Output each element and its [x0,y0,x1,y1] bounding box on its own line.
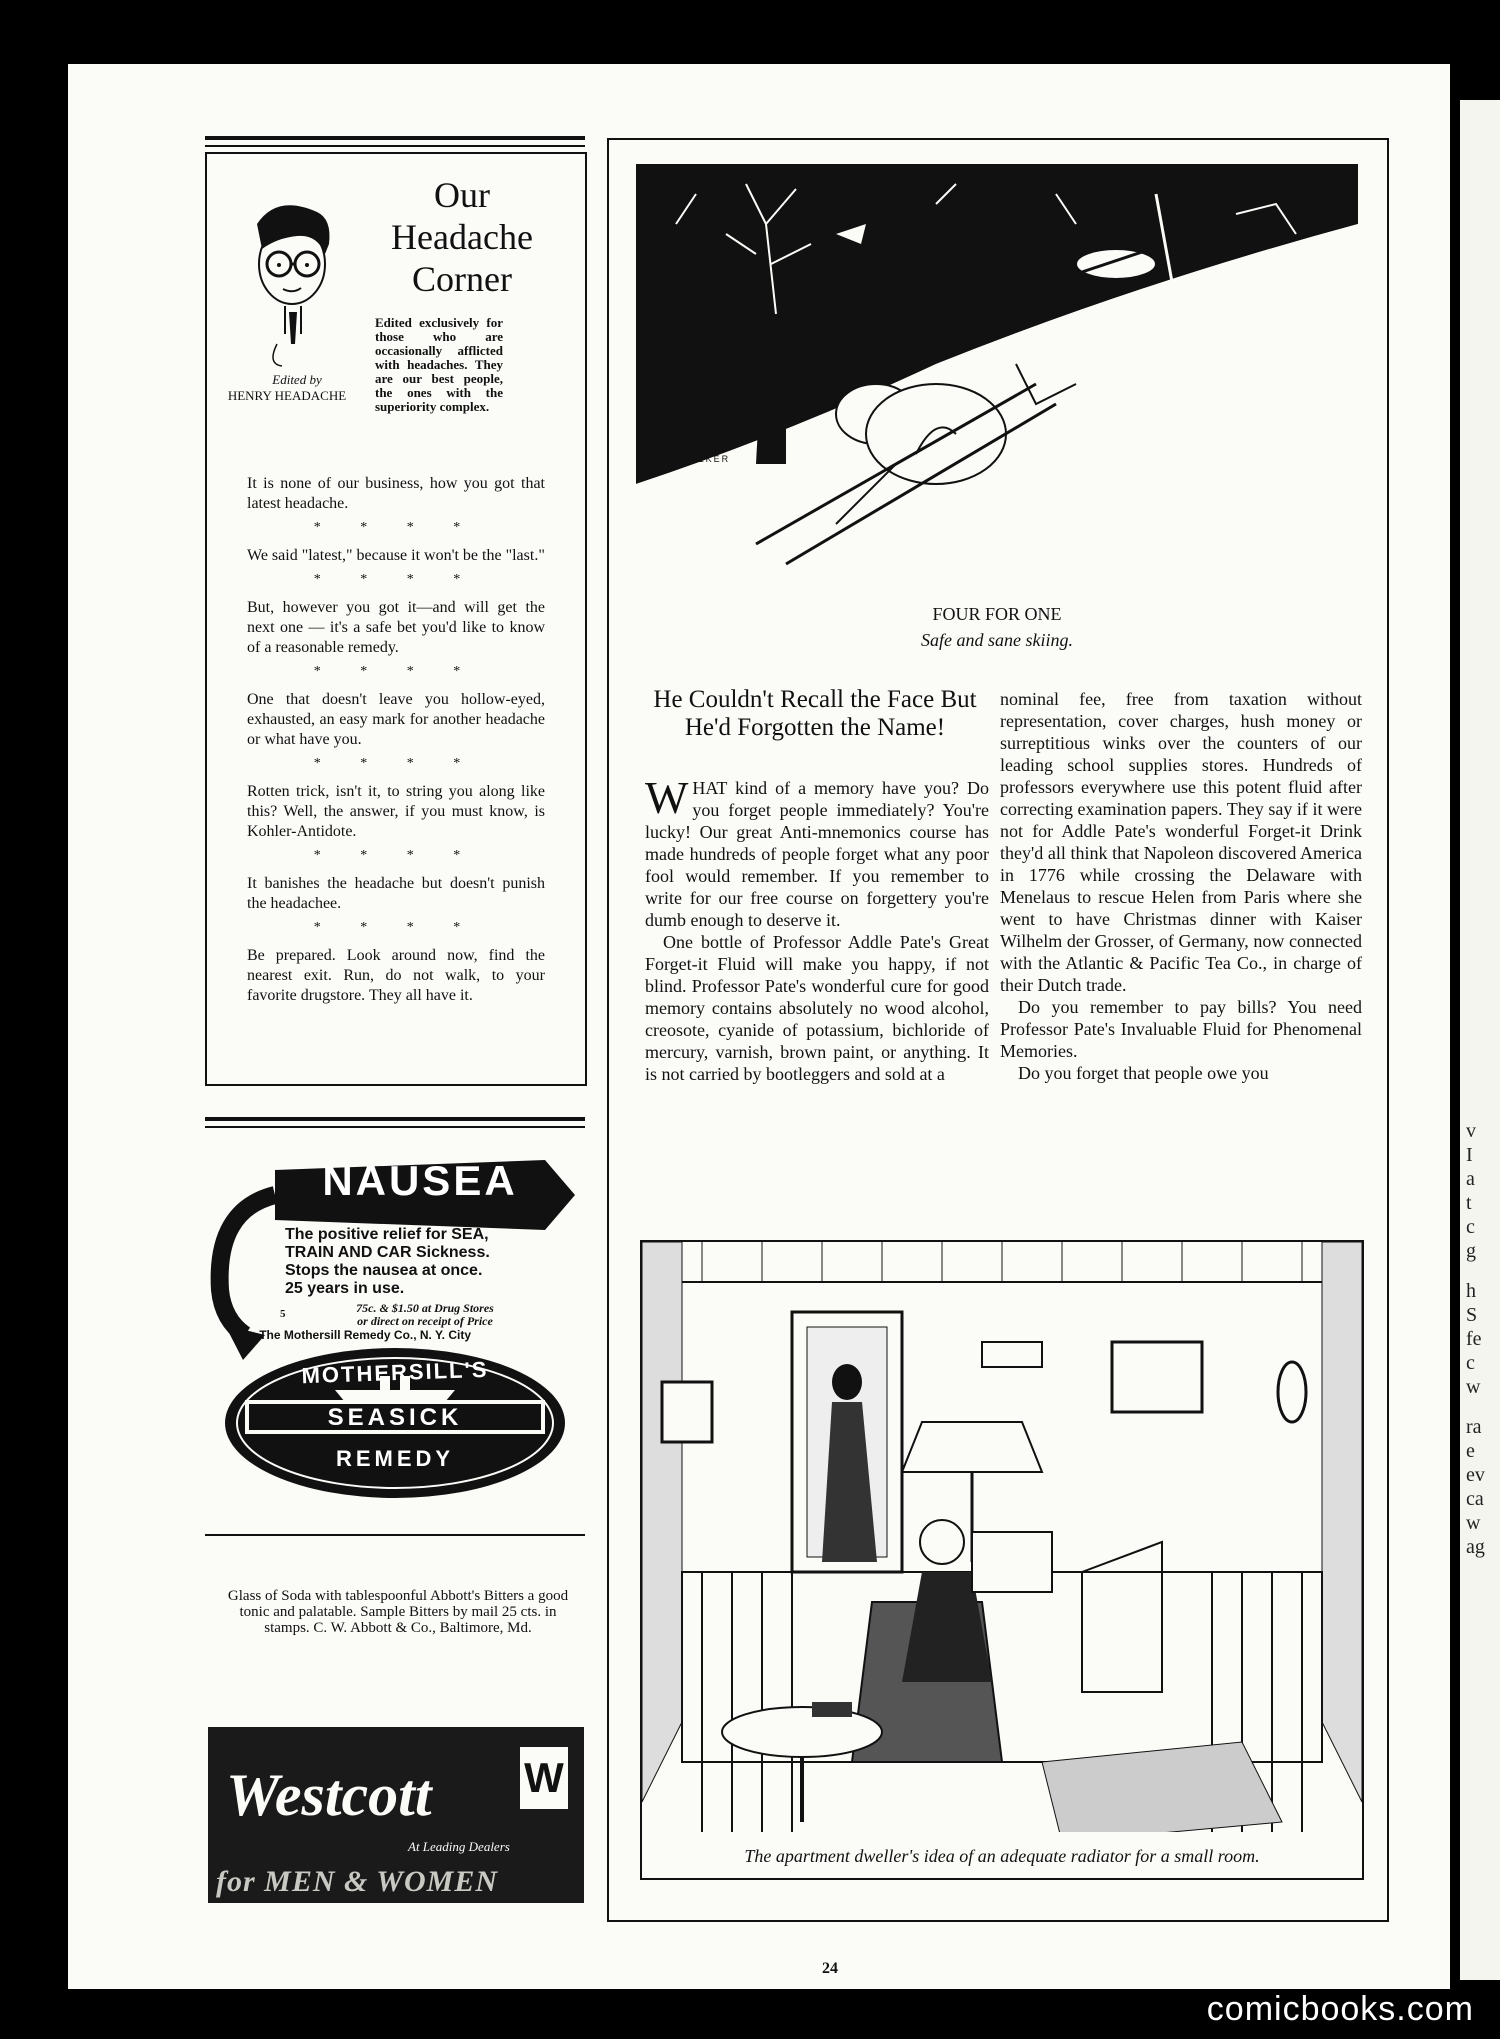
facing-page-edge [1460,100,1500,1980]
westcott-tagline: for MEN & WOMEN [216,1865,498,1898]
nausea-copy [285,1226,575,1298]
title-line-3: Corner [412,259,512,299]
facing-fragment: v [1466,1120,1476,1142]
nausea-price [305,1302,545,1328]
star-separator: * * * * [313,848,479,863]
facing-fragment: ev [1466,1464,1485,1486]
skiing-cartoon-drawing [636,164,1358,600]
radiator-cartoon-drawing [642,1242,1362,1878]
article-paragraph: Do you forget that people owe you [1018,1063,1269,1083]
nausea-banner: NAUSEA [322,1157,518,1204]
facing-fragment: ra [1466,1416,1482,1438]
article-paragraph: Do you remember to pay bills? You need Professor Pate's Invaluable Fluid for Phenomenal Memories. [1000,997,1362,1061]
corner-title [377,174,547,300]
facing-fragment: fe [1466,1328,1482,1350]
corner-paragraph: It banishes the headache but doesn't punish the headachee. [247,875,545,912]
facing-fragment: a [1466,1168,1475,1190]
editor-name: HENRY HEADACHE [227,388,347,403]
article-paragraph: One bottle of Professor Addle Pate's Great Forget-it Fluid will make you happy, if not blind. Professor Pate's wonderful cure for good memory contains absolutely no wood alcohol, creosote, cyanide of potassium, bichloride of mercury, varnish, brown paint, or anything. It is not carried by bootleggers and sold at a [645,932,989,1084]
article-column-2 [1000,688,1362,1084]
cartoon-top-caption-title: FOUR FOR ONE [932,604,1062,624]
corner-intro: Edited exclusively for those who are occasionally afflicted with headaches. They are our best people, the ones with the superiority complex. [375,315,503,414]
corner-paragraph: One that doesn't leave you hollow-eyed, exhausted, an easy mark for another headache or what have you. [247,691,545,748]
nausea-line: The positive relief for SEA, [285,1226,489,1243]
nausea-line: TRAIN AND CAR Sickness. [285,1244,490,1261]
radiator-caption: The apartment dweller's idea of an adequate radiator for a small room. [744,1846,1260,1866]
facing-fragment: c [1466,1352,1475,1374]
nausea-ad [205,1140,585,1500]
nausea-line: Stops the nausea at once. [285,1262,483,1279]
facing-fragment: w [1466,1376,1481,1398]
facing-fragment: ag [1466,1536,1485,1558]
facing-fragment: t [1466,1192,1472,1214]
cartoon-top-caption-sub: Safe and sane skiing. [921,630,1073,650]
star-separator: * * * * [313,572,479,587]
ad-divider [205,1534,585,1536]
facing-fragment: S [1466,1304,1478,1326]
abbott-ad-text: Glass of Soda with tablespoonful Abbott's Bitters a good tonic and palatable. Sample Bitters by mail 25 cts. in stamps. C. W. Abbott & Co., Baltimore, Md. [227,1588,569,1636]
facing-fragment: I [1466,1144,1473,1166]
article-dropcap: W [645,772,689,823]
facing-fragment: g [1466,1240,1476,1262]
corner-paragraph: But, however you got it—and will get the next one — it's a safe bet you'd like to know of a reasonable remedy. [247,599,545,656]
article-headline: He Couldn't Recall the Face But He'd Forgotten the Name! [653,686,977,741]
mothersill-logo-mid: SEASICK [327,1404,463,1431]
westcott-dealers: At Leading Dealers [408,1839,510,1854]
star-separator: * * * * [313,756,479,771]
article-paragraph: nominal fee, free from taxation without representation, cover charges, hush money or surreptitious winks over the counters of our leading school supplies stores. Hundreds of professors everywhere use this potent fluid after correcting examination papers. They say if it were not for Addle Pate's wonderful Forget-it Drink they'd all think that Napoleon discovered America in 1776 while crossing the Delaware with Menelaus to rescue Helen from Paris where she went to have Christmas dinner with Kaiser Wilhelm der Grosser, of Germany, now connected with the Atlantic & Pacific Tea Co., in charge of their Dutch trade. [1000,689,1362,995]
facing-fragment: h [1466,1280,1476,1302]
mothersill-logo-top: MOTHERSILL'S [301,1356,489,1389]
cartoonist-signature: R.O.WALKER [654,454,731,464]
facing-fragment: ca [1466,1488,1484,1510]
star-separator: * * * * [313,664,479,679]
westcott-ad [208,1727,584,1903]
title-line-1: Our [434,175,490,215]
top-rule-thin [205,145,585,147]
nausea-line: 25 years in use. [285,1280,405,1297]
section-rule-thin [205,1126,585,1128]
corner-paragraph: We said "latest," because it won't be the "last." [247,547,545,564]
corner-paragraph: Rotten trick, isn't it, to string you along like this? Well, the answer, if you must know, is Kohler-Antidote. [247,783,545,840]
skiing-cartoon [636,164,1358,600]
facing-fragment: e [1466,1440,1475,1462]
westcott-brand: Westcott [226,1762,432,1828]
star-separator: * * * * [313,920,479,935]
mothersill-logo-bottom: REMEDY [335,1446,455,1471]
corner-paragraph: Be prepared. Look around now, find the nearest exit. Run, do not walk, to your favorite drugstore. They all have it. [247,947,545,1004]
facing-fragment: w [1466,1512,1481,1534]
corner-paragraph: It is none of our business, how you got that latest headache. [247,475,545,512]
westcott-monogram: W [520,1747,568,1809]
radiator-cartoon [640,1240,1364,1880]
nausea-company: •The Mothersill Remedy Co., N. Y. City [255,1328,472,1342]
henry-headache-portrait [237,194,347,374]
article-paragraph: HAT kind of a memory have you? Do you forget people immediately? You're lucky! Our great Anti-mnemonics course has made hundreds of people forget what any poor fool would remember. If you remember to write for our free course on forgettery you're dumb enough to deserve it. [645,778,989,930]
top-rule [205,136,585,140]
star-separator: * * * * [313,520,479,535]
facing-fragment: c [1466,1216,1475,1238]
section-rule [205,1117,585,1121]
title-line-2: Headache [391,217,533,257]
nausea-stray-mark: 5 [280,1308,286,1320]
nausea-direct-line: or direct on receipt of Price [357,1314,493,1328]
corner-body [247,474,545,1006]
headache-corner-box [205,152,587,1086]
site-watermark: comicbooks.com [1206,1990,1474,2028]
nausea-price-line: 75c. & $1.50 at Drug Stores [356,1301,494,1315]
article-column-1 [645,772,989,1085]
page-number: 24 [822,1960,838,1977]
edited-by-label: Edited by [272,372,322,387]
